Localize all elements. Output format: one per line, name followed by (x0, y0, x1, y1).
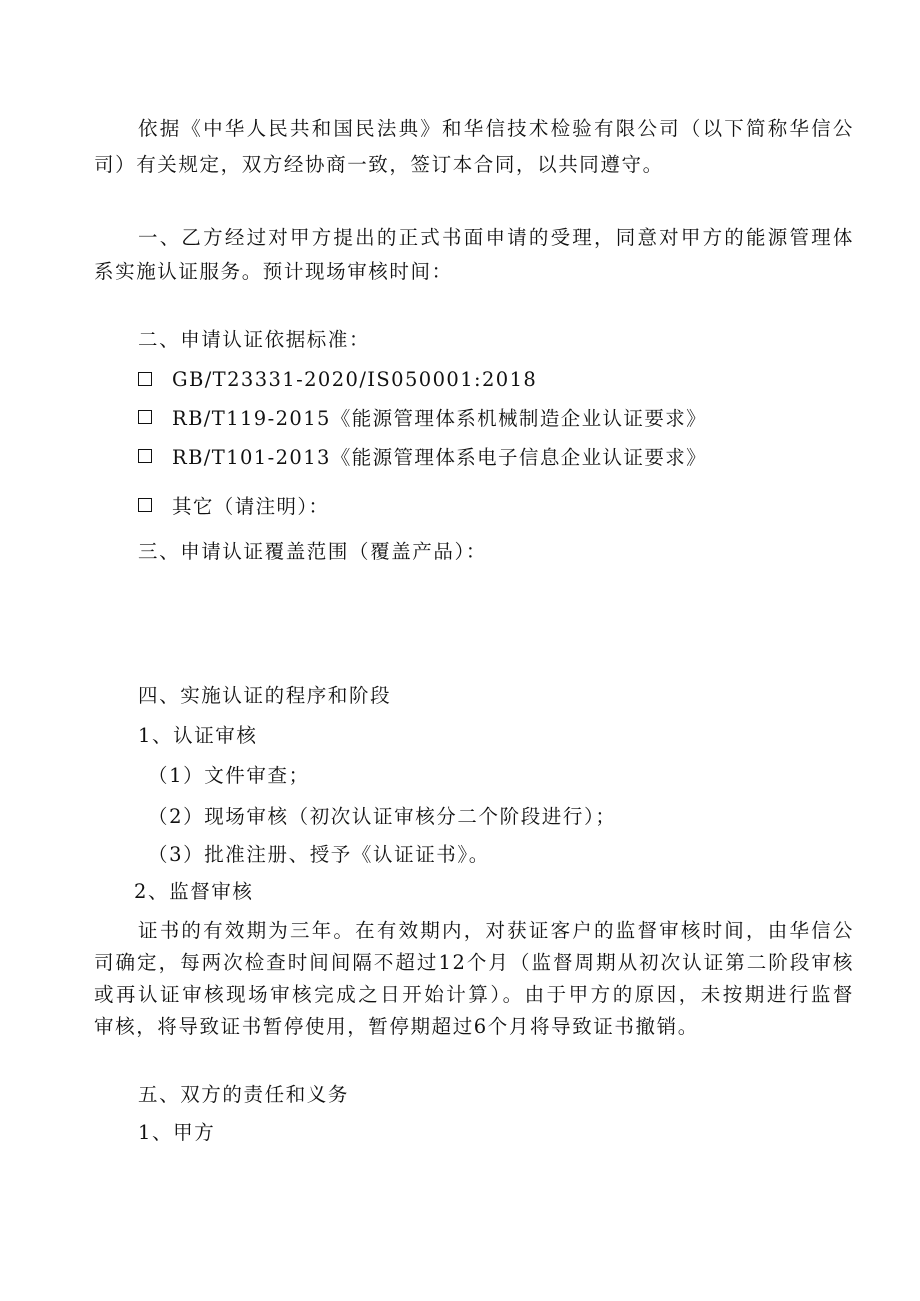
supervision-para-line-2: 司确定，每两次检查时间间隔不超过12个月（监督周期从初次认证第二阶段审核 (94, 951, 854, 974)
checkbox-rb119[interactable] (138, 410, 152, 424)
section4-item-1: （1）文件审查； (148, 764, 310, 787)
section4-sub1: 1、认证审核 (138, 724, 258, 747)
section3-heading: 三、申请认证覆盖范围（覆盖产品）： (138, 540, 487, 563)
standard-option-rb101[interactable] (138, 444, 707, 468)
standard-option-label: 其它（请注明）： (172, 495, 330, 518)
section5-heading: 五、双方的责任和义务 (138, 1083, 350, 1106)
standard-option-label: RB/T119-2015《能源管理体系机械制造企业认证要求》 (172, 407, 708, 430)
intro-line-2: 司）有关规定，双方经协商一致，签订本合同，以共同遵守。 (94, 153, 664, 176)
standard-option-other[interactable] (138, 493, 329, 517)
section1-line-1: 一、乙方经过对甲方提出的正式书面申请的受理，同意对甲方的能源管理体 (138, 226, 854, 249)
checkbox-gb[interactable] (138, 372, 152, 386)
supervision-para-line-4: 审核，将导致证书暂停使用，暂停期超过6个月将导致证书撤销。 (94, 1015, 699, 1038)
standard-option-label: GB/T23331-2020/IS050001:2018 (172, 367, 538, 391)
supervision-para-line-1: 证书的有效期为三年。在有效期内，对获证客户的监督审核时间，由华信公 (138, 919, 854, 942)
section2-heading: 二、申请认证依据标准： (138, 328, 371, 351)
checkbox-other[interactable] (138, 498, 152, 512)
standard-option-label: RB/T101-2013《能源管理体系电子信息企业认证要求》 (172, 446, 708, 469)
section4-sub2: 2、监督审核 (134, 880, 254, 903)
standard-option-rb119[interactable] (138, 405, 707, 429)
section4-item-3: （3）批准注册、授予《认证证书》。 (148, 843, 490, 866)
section1-line-2: 系实施认证服务。预计现场审核时间： (94, 260, 453, 283)
standard-option-gb[interactable] (138, 367, 537, 391)
intro-line-1: 依据《中华人民共和国民法典》和华信技术检验有限公司（以下简称华信公 (138, 117, 854, 140)
checkbox-rb101[interactable] (138, 449, 152, 463)
supervision-para-line-3: 或再认证审核现场审核完成之日开始计算）。由于甲方的原因，未按期进行监督 (94, 983, 854, 1006)
section4-heading: 四、实施认证的程序和阶段 (138, 684, 392, 707)
section5-sub1: 1、甲方 (138, 1121, 216, 1144)
section4-item-2: （2）现场审核（初次认证审核分二个阶段进行）； (148, 805, 617, 828)
